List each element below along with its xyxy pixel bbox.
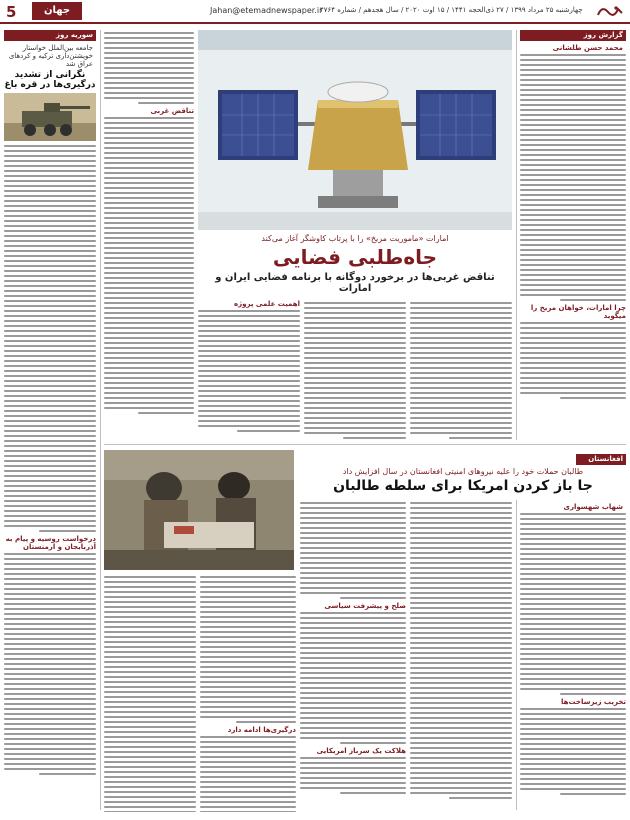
rescue-scene-illustration [104, 450, 294, 570]
column-divider [516, 500, 517, 810]
right-author: محمد حسن طلشانی [552, 44, 623, 52]
afghan-col-1 [520, 500, 626, 812]
mars-headline: جاه‌طلبی فضایی [272, 245, 438, 269]
mars-subheadline: تناقض غربی‌ها در برخورد دوگانه با برنامه فضایی ایران و امارات [215, 272, 495, 294]
newspaper-logo [596, 3, 624, 19]
afghan-wounded-photo [104, 450, 294, 570]
afghan-col-3 [300, 500, 406, 812]
column-divider [100, 30, 101, 810]
mars-body-col-3 [198, 300, 300, 440]
satellite-illustration [198, 30, 512, 230]
section-badge: جهان [32, 2, 82, 20]
mars-kicker: امارات «ماموریت مریخ» را با پرتاب کاوشگر آغاز می‌کند [261, 234, 449, 243]
story-divider [104, 444, 626, 445]
mars-subhead-left: تناقض غربی [150, 107, 194, 115]
afghan-col-2 [410, 500, 512, 812]
left-kicker: سوریه روز [4, 30, 96, 41]
masthead [0, 0, 630, 24]
mars-body-left [104, 30, 194, 440]
page-number: 5 [6, 3, 17, 21]
mars-body-col-1 [410, 300, 512, 440]
afghan-headline-block [300, 446, 626, 498]
date-line: چهارشنبه ۲۵ مرداد ۱۳۹۹ / ۲۷ ذی‌الحجه ۱۴۴۱ / ۱۵ اوت ۲۰۲۰ / سال هجدهم / شماره ۴۷۶۴ [320, 6, 583, 14]
afghan-section-tag: افغانستان [576, 454, 626, 465]
mars-headline-block [198, 232, 512, 298]
afghan-author: شهاب شهسواری [563, 503, 623, 511]
afghan-subhead-4: درگیری‌ها ادامه دارد [227, 726, 296, 734]
armored-vehicle-illustration [4, 93, 96, 141]
mars-body-col-2 [304, 300, 406, 440]
right-column-article [520, 30, 626, 450]
right-subhead: چرا امارات، خواهان مریخ را میگوید [530, 304, 626, 320]
left-subhead: درخواست روسیه و پیام به آذربایجان و ارمنستان [5, 535, 96, 551]
afghan-col-5 [104, 574, 196, 812]
column-divider [516, 30, 517, 440]
afghan-col-4 [200, 574, 296, 812]
left-lead: جامعه بین‌الملل خواستار خویشتن‌داری ترکیه و کردهای عراق شد [8, 44, 93, 68]
afghan-subhead-3: هلاکت یک سرباز امریکایی [316, 747, 406, 755]
afghan-subhead-2: صلح و پیشرفت سیاسی [324, 602, 406, 610]
mars-probe-photo [198, 30, 512, 230]
left-column-article [4, 30, 96, 810]
afghan-subhead-1: تخریب زیرساخت‌ها [561, 698, 626, 706]
left-headline: نگرانی از تشدید درگیری‌ها در قره باغ [4, 70, 96, 90]
afghan-headline: جا باز کردن امریکا برای سلطه طالبان [333, 478, 593, 494]
afghan-kicker: طالبان حملات خود را علیه نیروهای امنیتی افغانستان در سال افزایش داد [342, 467, 584, 476]
right-kicker: گزارش روز [520, 30, 626, 41]
tank-photo [4, 93, 96, 141]
email-address: Jahan@etemadnewspaper.ir [210, 6, 323, 15]
mars-subhead-mid: اهمیت علمی پروژه [234, 300, 300, 308]
